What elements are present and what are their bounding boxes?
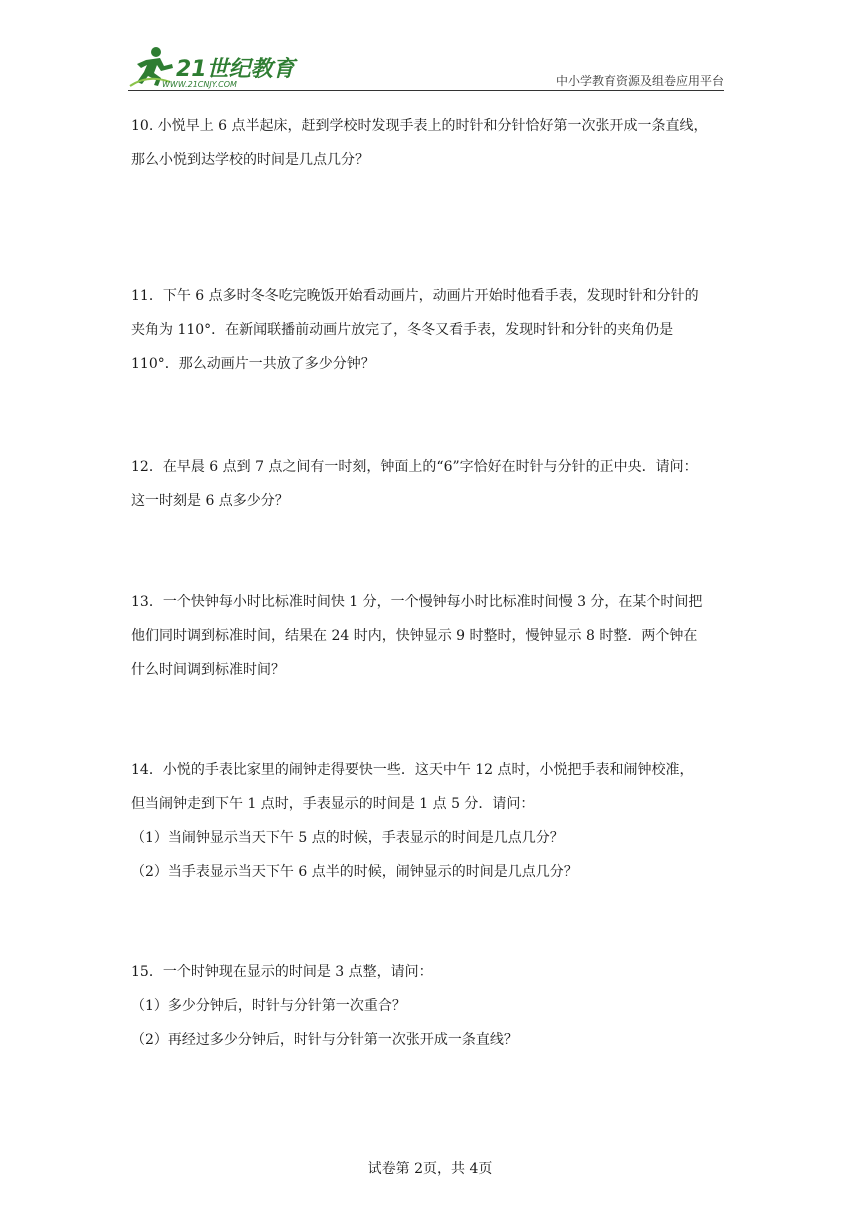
page-header: [128, 40, 724, 91]
question-line: 什么时间调到标准时间？: [131, 662, 285, 678]
question-line: 11．下午 6 点多时冬冬吃完晚饭开始看动画片，动画片开始时他看手表，发现时针和分针的: [131, 288, 699, 304]
question-line: 夹角为 110°．在新闻联播前动画片放完了，冬冬又看手表，发现时针和分针的夹角仍是: [131, 322, 674, 338]
question-line: （1）多少分钟后，时针与分针第一次重合？: [131, 998, 406, 1014]
question-line: （2）再经过多少分钟后，时针与分针第一次张开成一条直线？: [131, 1032, 518, 1048]
logo: [128, 44, 298, 88]
question-line: 12．在早晨 6 点到 7 点之间有一时刻，钟面上的“6”字恰好在时针与分针的正中央．请问：: [131, 459, 698, 475]
question-line: 那么小悦到达学校的时间是几点几分？: [131, 152, 369, 168]
question-line: 13．一个快钟每小时比标准时间快 1 分，一个慢钟每小时比标准时间慢 3 分，在某个时间把: [131, 594, 703, 610]
question-15: [131, 955, 731, 1057]
question-line: 10. 小悦早上 6 点半起床，赶到学校时发现手表上的时针和分针恰好第一次张开成一条直线，: [131, 118, 708, 134]
question-14: [131, 753, 731, 889]
platform-title: 中小学教育资源及组卷应用平台: [555, 74, 724, 88]
question-line: （1）当闹钟显示当天下午 5 点的时候，手表显示的时间是几点几分？: [131, 830, 564, 846]
question-line: 14．小悦的手表比家里的闹钟走得要快一些．这天中午 12 点时，小悦把手表和闹钟校准，: [131, 762, 694, 778]
logo-text: 21世纪教育: [176, 57, 295, 82]
question-line: （2）当手表显示当天下午 6 点半的时候，闹钟显示的时间是几点几分？: [131, 864, 578, 880]
logo-subtext: WWW.21CNJY.COM: [162, 80, 237, 89]
question-line: 但当闹钟走到下午 1 点时，手表显示的时间是 1 点 5 分．请问：: [131, 796, 535, 812]
question-11: [131, 279, 731, 381]
page-footer: 试卷第 2页，共 4页: [367, 1161, 493, 1177]
question-line: 15．一个时钟现在显示的时间是 3 点整，请问：: [131, 964, 433, 980]
question-10: [131, 109, 731, 177]
question-line: 他们同时调到标准时间，结果在 24 时内，快钟显示 9 时整时，慢钟显示 8 时整．两个钟在: [131, 628, 698, 644]
question-line: 这一时刻是 6 点多少分？: [131, 493, 289, 509]
question-line: 110°．那么动画片一共放了多少分钟？: [131, 356, 375, 372]
question-12: [131, 450, 731, 518]
question-13: [131, 585, 731, 687]
